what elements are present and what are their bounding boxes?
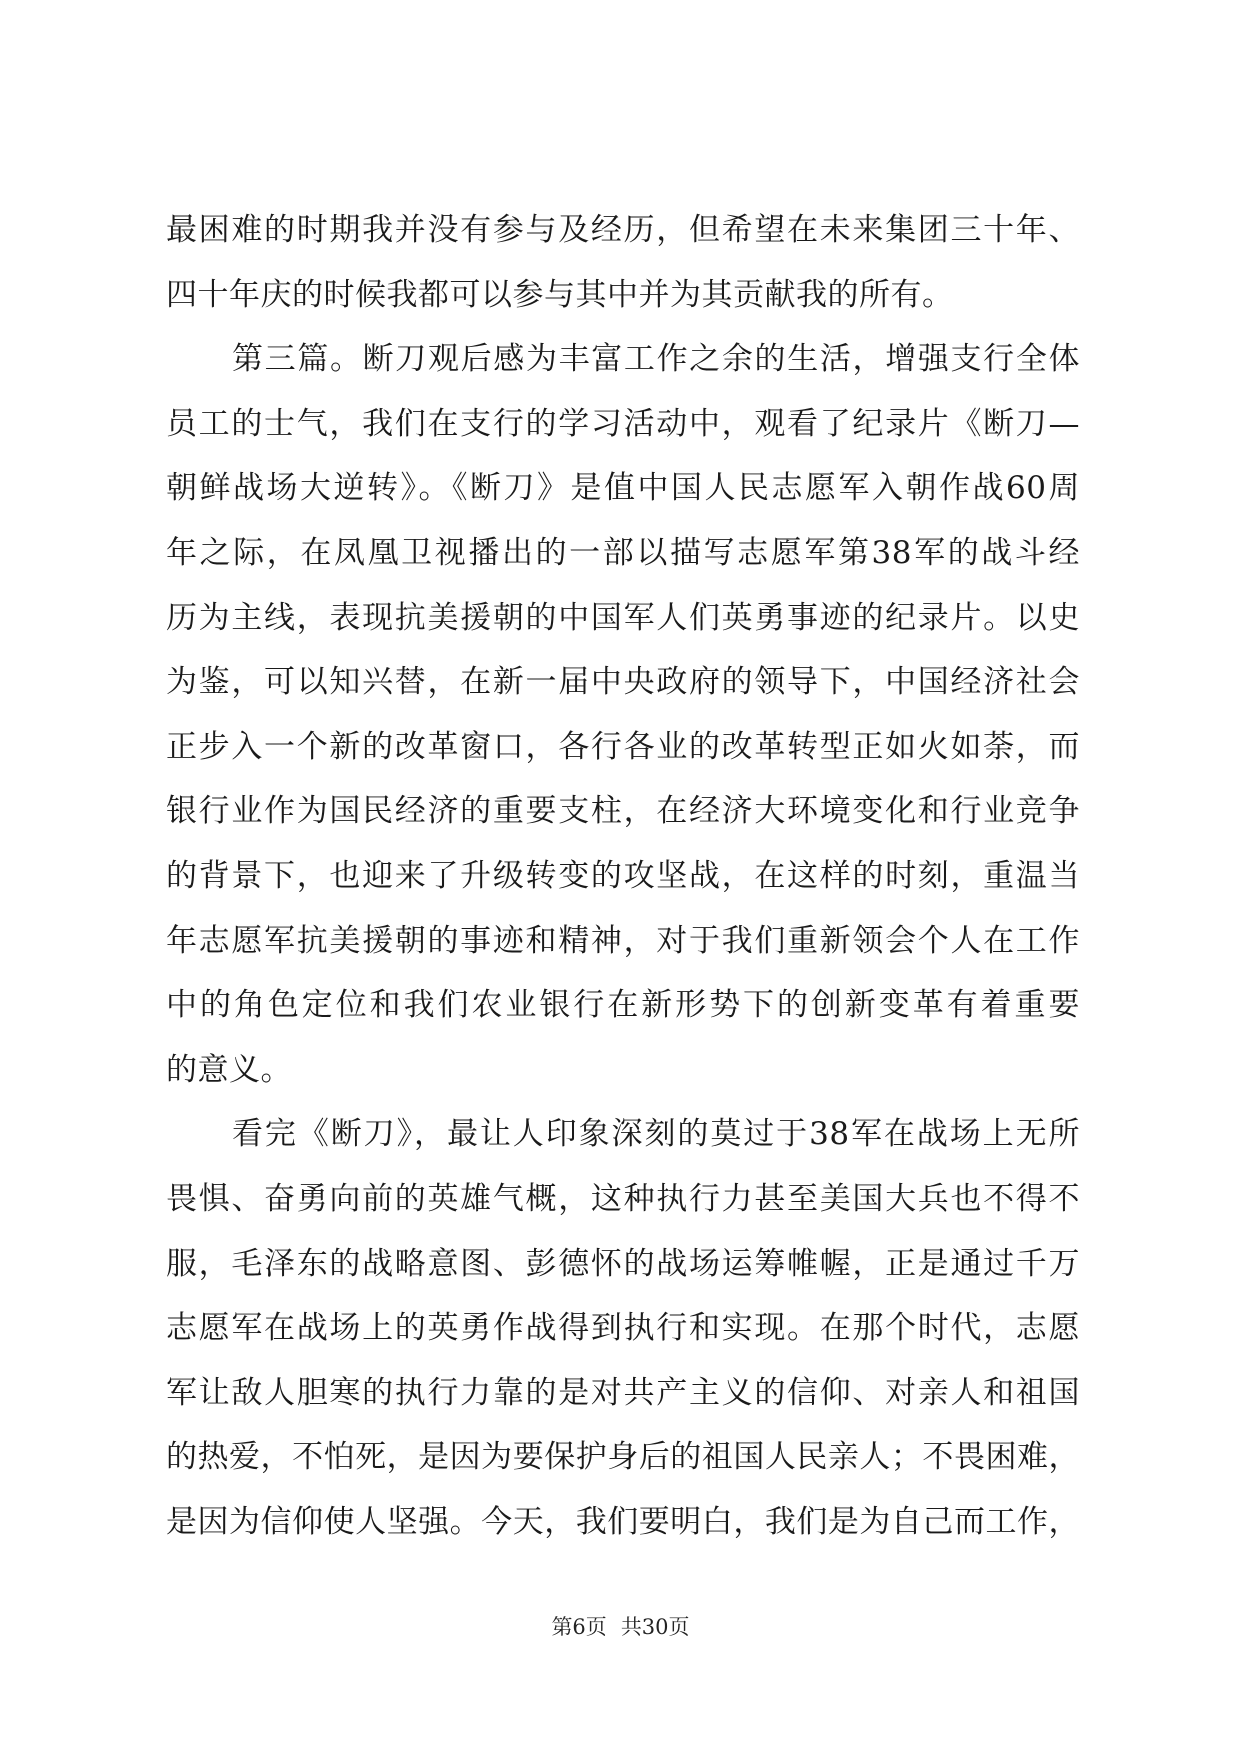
text-line: 志愿军在战场上的英勇作战得到执行和实现。在那个时代，志愿	[166, 1310, 1080, 1347]
text-line: 服，毛泽东的战略意图、彭德怀的战场运筹帷幄，正是通过千万	[166, 1245, 1080, 1282]
paragraph-first-line: 第三篇。断刀观后感为丰富工作之余的生活，增强支行全体	[232, 341, 1080, 378]
text-line: 中的角色定位和我们农业银行在新形势下的创新变革有着重要	[166, 987, 1080, 1024]
text-line: 朝鲜战场大逆转》。《断刀》是值中国人民志愿军入朝作战60周	[166, 470, 1080, 507]
paragraph-first-line: 看完《断刀》，最让人印象深刻的莫过于38军在战场上无所	[232, 1116, 1080, 1153]
text-line: 最困难的时期我并没有参与及经历，但希望在未来集团三十年、	[166, 212, 1080, 248]
page-number: 第6页	[551, 1615, 607, 1639]
text-line: 员工的士气，我们在支行的学习活动中，观看了纪录片《断刀—	[166, 405, 1080, 442]
body-text	[166, 198, 1080, 1554]
text-line: 正步入一个新的改革窗口，各行各业的改革转型正如火如荼，而	[166, 728, 1080, 765]
text-line: 年之际，在凤凰卫视播出的一部以描写志愿军第38军的战斗经	[166, 534, 1080, 571]
text-line: 畏惧、奋勇向前的英雄气概，这种执行力甚至美国大兵也不得不	[166, 1180, 1080, 1217]
text-line: 的意义。	[166, 1051, 292, 1088]
text-line: 的背景下，也迎来了升级转变的攻坚战，在这样的时刻，重温当	[166, 857, 1080, 894]
total-pages: 共30页	[620, 1615, 690, 1639]
text-line: 为鉴，可以知兴替，在新一届中央政府的领导下，中国经济社会	[166, 664, 1080, 701]
text-line: 的热爱，不怕死，是因为要保护身后的祖国人民亲人；不畏困难，	[166, 1439, 1080, 1476]
text-line: 历为主线，表现抗美援朝的中国军人们英勇事迹的纪录片。以史	[166, 599, 1080, 636]
text-line: 年志愿军抗美援朝的事迹和精神，对于我们重新领会个人在工作	[166, 922, 1080, 959]
text-line: 四十年庆的时候我都可以参与其中并为其贡献我的所有。	[166, 276, 954, 313]
text-line: 银行业作为国民经济的重要支柱，在经济大环境变化和行业竞争	[166, 793, 1080, 830]
text-line: 是因为信仰使人坚强。今天，我们要明白，我们是为自己而工作，	[166, 1503, 1080, 1540]
text-line: 军让敌人胆寒的执行力靠的是对共产主义的信仰、对亲人和祖国	[166, 1374, 1080, 1411]
page-footer	[0, 1612, 1241, 1642]
